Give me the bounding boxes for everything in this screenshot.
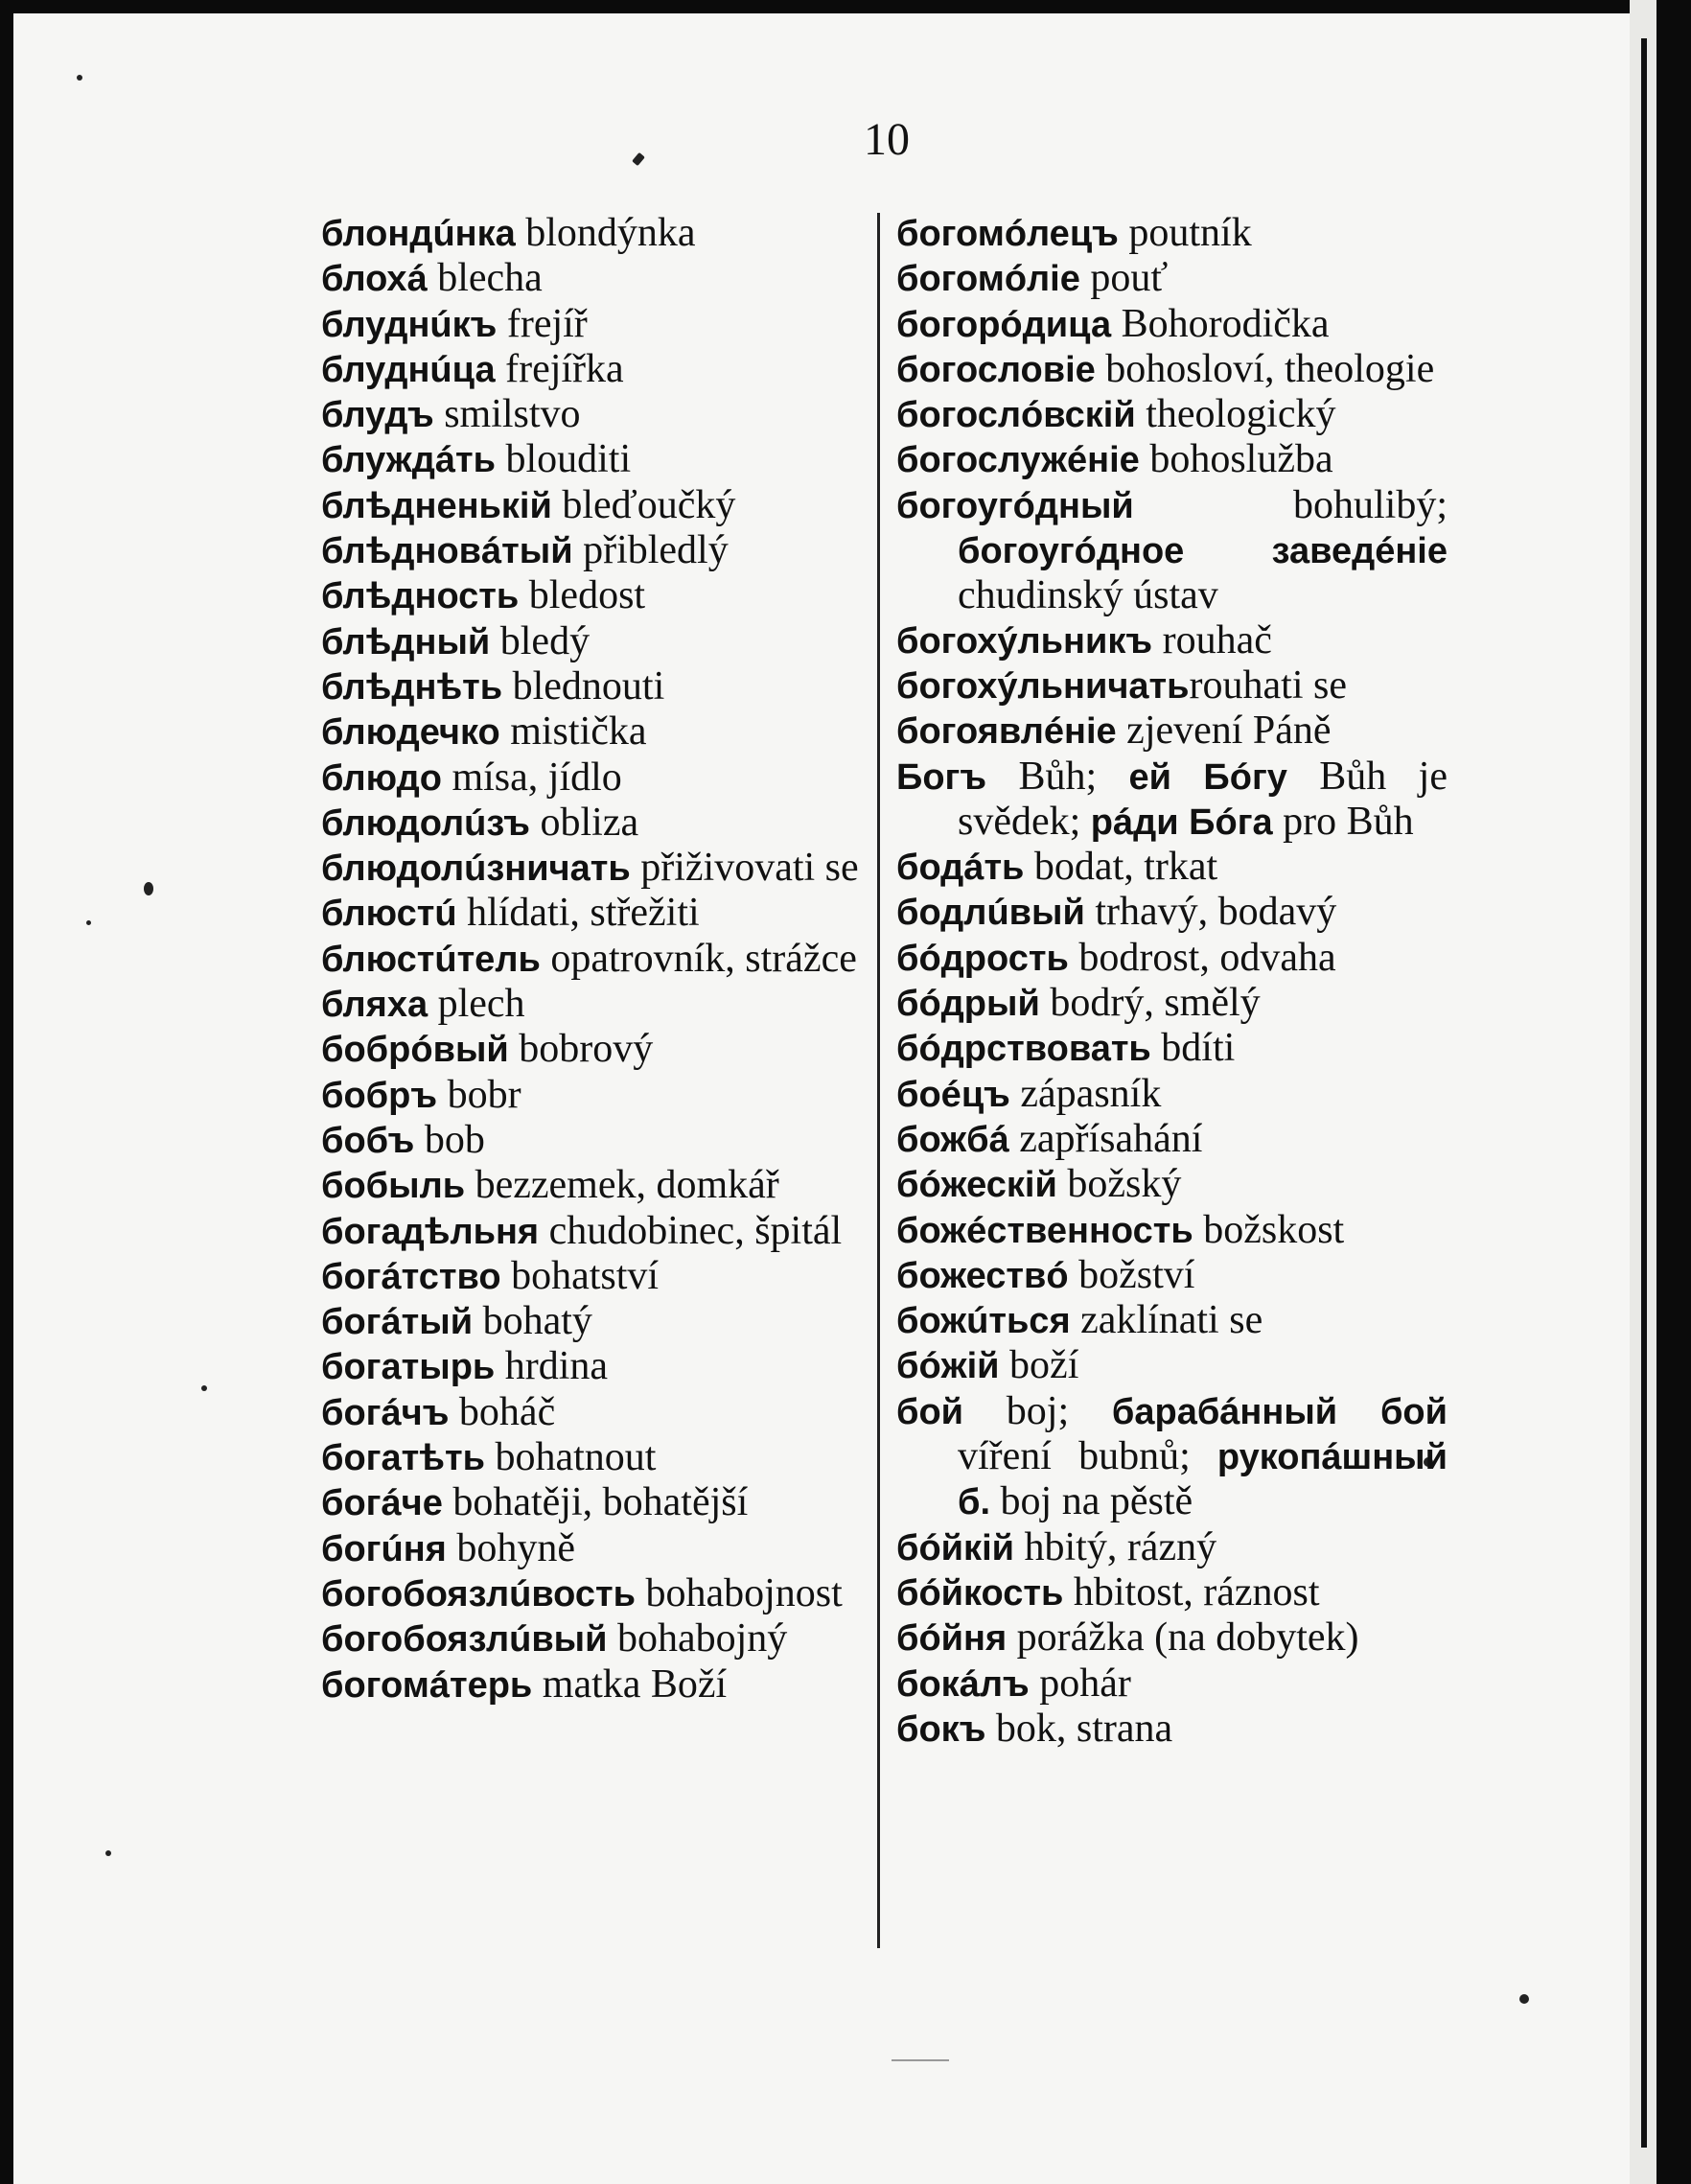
translation: bohatěji, bohatější [442, 1480, 749, 1525]
scan-speck [201, 1385, 207, 1391]
scan-speck [77, 75, 82, 81]
dictionary-entry [321, 709, 868, 755]
headword: богáче [321, 1483, 443, 1524]
headword: богоугóдный [896, 485, 1134, 526]
translation: obliza [530, 800, 639, 845]
headword: Богъ [896, 756, 987, 798]
dictionary-entry [321, 937, 868, 982]
scan-speck [632, 152, 645, 166]
dictionary-entry [321, 1299, 868, 1344]
dictionary-entry [321, 846, 868, 891]
translation: bohulibý; [1133, 482, 1448, 527]
translation: porážka (na dobytek) [1007, 1615, 1359, 1661]
column-divider [877, 213, 880, 1948]
dictionary-entry [896, 256, 1448, 301]
dictionary-entry [896, 1026, 1448, 1071]
dictionary-entry [321, 1073, 868, 1118]
headword: блохá [321, 259, 428, 300]
dictionary-entry [321, 528, 868, 573]
translation: mísa, jídlo [441, 755, 622, 800]
translation: božský [1056, 1162, 1182, 1207]
translation: hbitý, rázný [1013, 1524, 1217, 1569]
scan-mark [892, 2059, 949, 2061]
dictionary-entry [896, 1343, 1448, 1388]
translation: božskost [1193, 1207, 1345, 1252]
translation: Bohorodička [1111, 301, 1330, 346]
headword: богобоязлúвый [321, 1619, 608, 1661]
dictionary-entry [321, 1616, 868, 1661]
translation: bohosloví, theologie [1095, 346, 1435, 391]
headword: блѣдновáтый [321, 531, 573, 572]
dictionary-entry [896, 1389, 1448, 1525]
dictionary-entry [896, 1615, 1448, 1661]
headword: божествó [896, 1255, 1069, 1296]
headword: блюдолúзъ [321, 802, 530, 844]
translation: bohatý [473, 1299, 592, 1344]
translation: bohatnout [484, 1435, 657, 1480]
translation: bledý [490, 618, 591, 663]
dictionary-entry [896, 936, 1448, 981]
translation: zjevení Páně [1116, 709, 1332, 754]
headword: боéцъ [896, 1074, 1010, 1115]
translation: plech [428, 982, 525, 1027]
dictionary-entry [321, 483, 868, 528]
headword: божбá [896, 1119, 1009, 1160]
translation: pro Bůh [1272, 799, 1414, 844]
dictionary-entry [896, 1208, 1448, 1253]
translation: blednouti [502, 663, 665, 709]
headword: бóжескій [896, 1165, 1057, 1206]
dictionary-entry [896, 1661, 1448, 1707]
translation: hlídati, střežiti [456, 891, 700, 936]
dictionary-entry [321, 1254, 868, 1299]
dictionary-entry [321, 1163, 868, 1208]
dictionary-entry [896, 347, 1448, 392]
translation: rouhati se [1189, 662, 1347, 708]
translation: theologický [1135, 392, 1336, 437]
headword: блюдолúзничать [321, 848, 631, 890]
page-number: 10 [864, 114, 910, 165]
dictionary-entry [896, 981, 1448, 1026]
translation: bohyně [446, 1525, 576, 1570]
headword: бóжій [896, 1346, 1000, 1387]
translation: bohatství [500, 1253, 660, 1298]
dictionary-entry [321, 619, 868, 664]
translation: frejířka [495, 346, 624, 391]
translation: zápasník [1009, 1071, 1162, 1116]
translation: blondýnka [515, 211, 696, 255]
translation: frejíř [497, 301, 588, 346]
headword: блондúнка [321, 214, 516, 254]
dictionary-entry [321, 1480, 868, 1525]
translation: boží [999, 1343, 1079, 1388]
dictionary-entry [896, 709, 1448, 754]
scan-edge-top [0, 0, 1691, 13]
dictionary-entry [321, 982, 868, 1027]
headword: богомóлецъ [896, 214, 1119, 254]
headword: бобыль [321, 1166, 466, 1207]
dictionary-entry [321, 1118, 868, 1163]
dictionary-entry [896, 302, 1448, 347]
dictionary-entry [896, 755, 1448, 846]
scan-speck [105, 1850, 111, 1856]
dictionary-entry [896, 1570, 1448, 1615]
headword: богоугóдное заведéніе [958, 531, 1448, 572]
headword: блюдечко [321, 712, 500, 754]
headword: бодáть [896, 848, 1025, 889]
headword: блудъ [321, 395, 434, 436]
dictionary-entry [896, 618, 1448, 663]
dictionary-entry [896, 1707, 1448, 1752]
dictionary-entry [321, 1390, 868, 1435]
dictionary-entry [896, 663, 1448, 709]
headword: бокъ [896, 1708, 986, 1750]
headword: бóйкость [896, 1572, 1064, 1614]
translation: božství [1068, 1252, 1195, 1297]
headword: богáчъ [321, 1392, 450, 1433]
dictionary-entry [896, 890, 1448, 935]
translation: hrdina [495, 1344, 609, 1389]
translation: bobr [437, 1072, 521, 1117]
headword: блюдо [321, 757, 442, 799]
translation: mistička [499, 709, 647, 755]
headword: блуждáть [321, 440, 496, 481]
headword: блуднúца [321, 349, 496, 390]
headword: бóйкій [896, 1527, 1014, 1568]
dictionary-entry [321, 573, 868, 618]
headword: богохýльничать [896, 665, 1190, 707]
headword: блюстúтель [321, 939, 541, 980]
headword: богохýльникъ [896, 620, 1153, 662]
scan-speck [144, 882, 153, 895]
translation: pohár [1029, 1661, 1131, 1706]
translation: blecha [427, 256, 543, 301]
dictionary-entry [896, 845, 1448, 890]
dictionary-entry [321, 302, 868, 347]
dictionary-entry [321, 256, 868, 301]
translation: bleďoučký [551, 482, 736, 527]
dictionary-entry [321, 211, 868, 256]
dictionary-entry [321, 1027, 868, 1072]
translation: bodat, trkat [1024, 845, 1218, 890]
translation: pouť [1079, 256, 1169, 301]
translation: smilstvo [433, 392, 581, 437]
dictionary-entry [896, 1253, 1448, 1298]
headword: богáтый [321, 1302, 474, 1343]
headword: блѣднѣть [321, 666, 503, 708]
dictionary-entry [321, 392, 868, 437]
translation: Bůh; [986, 754, 1129, 799]
translation: bledost [519, 573, 646, 618]
translation: matka Boží [532, 1661, 728, 1707]
translation: blouditi [495, 437, 632, 482]
translation: bok, strana [985, 1706, 1173, 1751]
scan-edge-right [1656, 0, 1691, 2184]
headword: богатѣть [321, 1438, 485, 1479]
translation: zaklínati se [1070, 1298, 1263, 1343]
headword: барабáнный бой [1111, 1391, 1448, 1432]
headword: блѣдность [321, 576, 520, 617]
translation: bohabojný [607, 1616, 788, 1661]
dictionary-entry [896, 392, 1448, 437]
translation: poutník [1118, 211, 1252, 255]
dictionary-entry [321, 891, 868, 936]
headword: рукопáшный б. [958, 1437, 1448, 1523]
dictionary-entry [896, 1072, 1448, 1117]
dictionary-entry [896, 437, 1448, 482]
headword: ей Бóгу [1128, 756, 1287, 798]
headword: бóдрый [896, 984, 1040, 1025]
headword: богатырь [321, 1347, 496, 1388]
headword: богорóдица [896, 304, 1112, 345]
left-column [321, 211, 868, 1708]
translation: trhavý, bodavý [1084, 890, 1337, 935]
scan-speck [1519, 1994, 1529, 2004]
dictionary-entry [896, 483, 1448, 618]
dictionary-entry [321, 1344, 868, 1389]
translation: bezzemek, domkář [465, 1163, 779, 1208]
headword: бобръ [321, 1075, 438, 1116]
translation: rouhač [1152, 617, 1272, 662]
right-column [896, 211, 1448, 1752]
dictionary-entry [896, 1298, 1448, 1343]
dictionary-entry [321, 1526, 868, 1571]
translation: boj; [963, 1388, 1112, 1433]
translation: víření bubnů; [958, 1434, 1217, 1479]
dictionary-entry [896, 1162, 1448, 1207]
translation: bohabojnost [636, 1570, 843, 1615]
dictionary-entry [321, 1435, 868, 1480]
headword: бобъ [321, 1120, 415, 1161]
headword: рáди Бóга [1090, 802, 1273, 843]
headword: бóдрствовать [896, 1029, 1151, 1070]
headword: богúня [321, 1528, 447, 1569]
dictionary-entry [321, 1571, 868, 1616]
translation: hbitost, ráznost [1063, 1569, 1320, 1615]
headword: бой [896, 1391, 964, 1432]
translation: chudinský ústav [958, 573, 1218, 618]
dictionary-entry [321, 1209, 868, 1254]
translation: bodrý, smělý [1039, 981, 1261, 1026]
headword: божéственность [896, 1210, 1193, 1251]
dictionary-entry [896, 211, 1448, 256]
translation: přibledlý [572, 528, 729, 573]
headword: богослóвскій [896, 395, 1136, 436]
translation: bob [414, 1117, 485, 1162]
dictionary-entry [321, 437, 868, 482]
translation: boháč [449, 1389, 556, 1434]
translation: přiživovati se [630, 846, 859, 891]
translation: boj na pěstě [990, 1479, 1193, 1524]
scan-edge-line [1641, 38, 1647, 2148]
headword: блѣдный [321, 621, 491, 662]
translation: Bůh je svědek; [958, 754, 1448, 844]
headword: бóйня [896, 1618, 1008, 1660]
headword: богослужéніе [896, 440, 1140, 481]
headword: бобрóвый [321, 1030, 509, 1071]
translation: bobrový [508, 1027, 654, 1072]
scan-speck [86, 920, 91, 925]
headword: богáтство [321, 1256, 501, 1297]
headword: блюстú [321, 894, 457, 935]
dictionary-entry [321, 801, 868, 846]
dictionary-entry [896, 1117, 1448, 1162]
headword: бляха [321, 985, 429, 1026]
translation: opatrovník, strážce [540, 936, 857, 981]
headword: богомóліе [896, 259, 1080, 300]
dictionary-entry [321, 755, 868, 801]
dictionary-entry [896, 1525, 1448, 1570]
headword: бóдрость [896, 938, 1069, 979]
translation: bohoslužba [1139, 437, 1333, 482]
translation: chudobinec, špitál [539, 1208, 843, 1253]
headword: божúться [896, 1301, 1071, 1342]
headword: богоявлéніе [896, 711, 1117, 753]
translation: zapřísahání [1008, 1116, 1203, 1161]
headword: богобоязлúвость [321, 1573, 636, 1615]
headword: богадѣльня [321, 1211, 540, 1252]
scan-edge-left [0, 0, 13, 2184]
translation: bdíti [1150, 1026, 1236, 1071]
dictionary-entry [321, 1662, 868, 1708]
translation: bodrost, odvaha [1068, 935, 1336, 980]
headword: бокáлъ [896, 1663, 1030, 1705]
dictionary-entry [321, 347, 868, 392]
headword: богословіе [896, 349, 1096, 390]
headword: бодлúвый [896, 893, 1085, 934]
headword: богомáтерь [321, 1664, 533, 1706]
headword: блѣдненькій [321, 485, 552, 526]
headword: блуднúкъ [321, 304, 498, 345]
dictionary-entry [321, 664, 868, 709]
